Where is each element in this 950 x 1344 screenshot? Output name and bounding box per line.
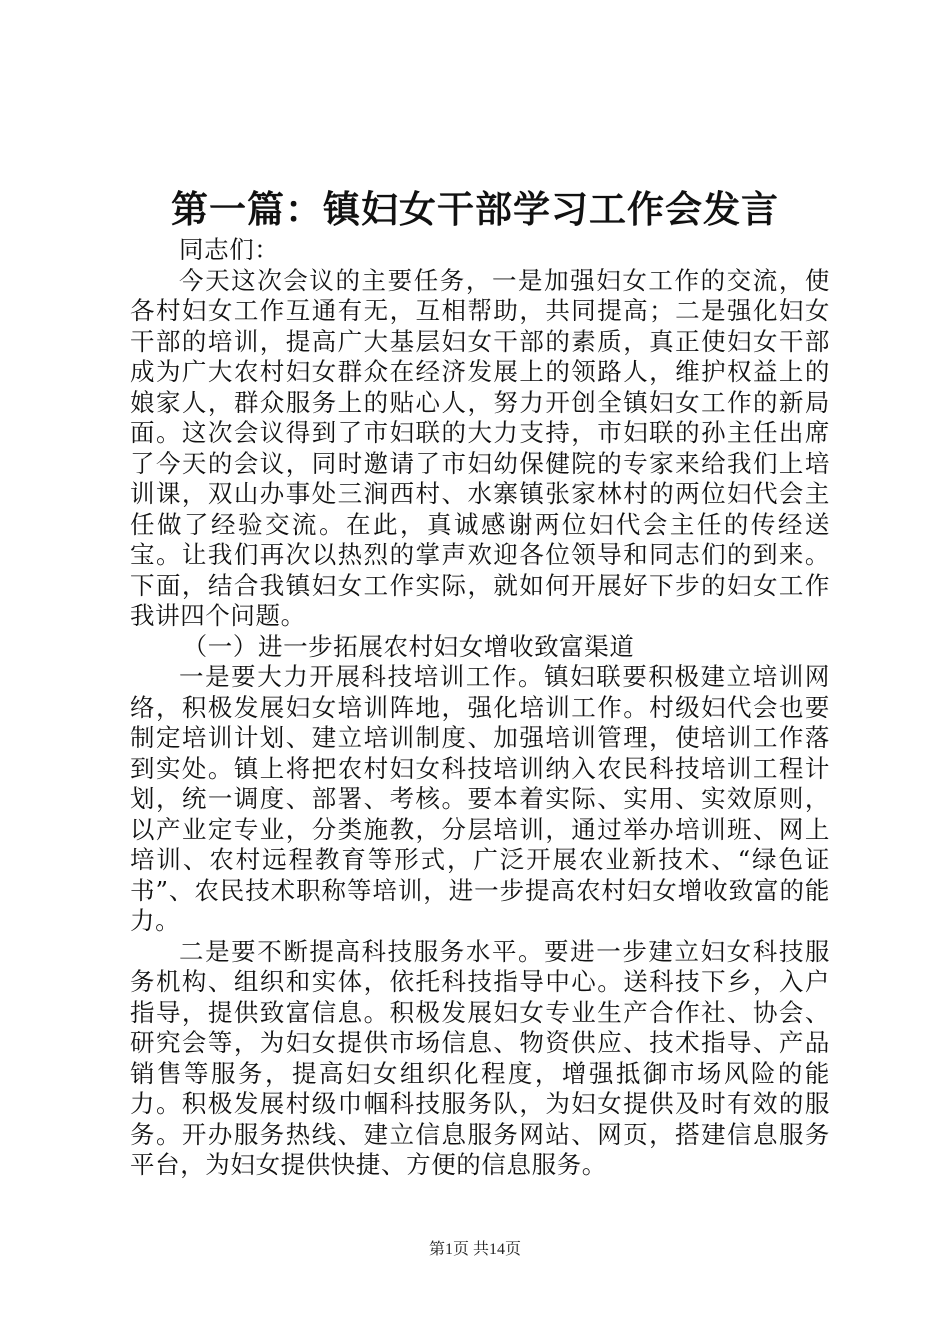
paragraph: 二是要不断提高科技服务水平。要进一步建立妇女科技服务机构、组织和实体，依托科技指导中心。送科技下乡，入户指导，提供致富信息。积极发展妇女专业生产合作社、协会、研究会等，为妇女提供市场信息、物资供应、技术指导、产品销售等服务，提高妇女组织化程度，增强抵御市场风险的能力。积极发展村级巾帼科技服务队，为妇女提供及时有效的服务。开办服务热线、建立信息服务网站、网页，搭建信息服务平台，为妇女提供快捷、方便的信息服务。 [130, 936, 830, 1179]
document-body [130, 235, 830, 1181]
salutation: 同志们： [179, 235, 280, 264]
page-footer: 第1页 共14页 [428, 1241, 521, 1258]
section-heading: （一）进一步拓展农村妇女增收致富渠道 [182, 631, 635, 661]
paragraph: 今天这次会议的主要任务，一是加强妇女工作的交流，使各村妇女工作互通有无，互相帮助，共同提高；二是强化妇女干部的培训，提高广大基层妇女干部的素质，真正使妇女干部成为广大农村妇女群众在经济发展上的领路人，维护权益上的娘家人，群众服务上的贴心人，努力开创全镇妇女工作的新局面。这次会议得到了市妇联的大力支持，市妇联的孙主任出席了今天的会议，同时邀请了市妇幼保健院的专家来给我们上培训课，双山办事处三涧西村、水寨镇张家林村的两位妇代会主任做了经验交流。在此，真诚感谢两位妇代会主任的传经送宝。让我们再次以热烈的掌声欢迎各位领导和同志们的到来。下面，结合我镇妇女工作实际，就如何开展好下步的妇女工作我讲四个问题。 [130, 265, 830, 630]
document-title: 第一篇：镇妇女干部学习工作会发言 [171, 187, 779, 231]
paragraph: 一是要大力开展科技培训工作。镇妇联要积极建立培训网络，积极发展妇女培训阵地，强化培训工作。村级妇代会也要制定培训计划、建立培训制度、加强培训管理，使培训工作落到实处。镇上将把农村妇女科技培训纳入农民科技培训工程计划，统一调度、部署、考核。要本着实际、实用、实效原则，以产业定专业，分类施教，分层培训，通过举办培训班、网上培训、农村远程教育等形式，广泛开展农业新技术、“绿色证书”、农民技术职称等培训，进一步提高农村妇女增收致富的能力。 [130, 662, 830, 935]
